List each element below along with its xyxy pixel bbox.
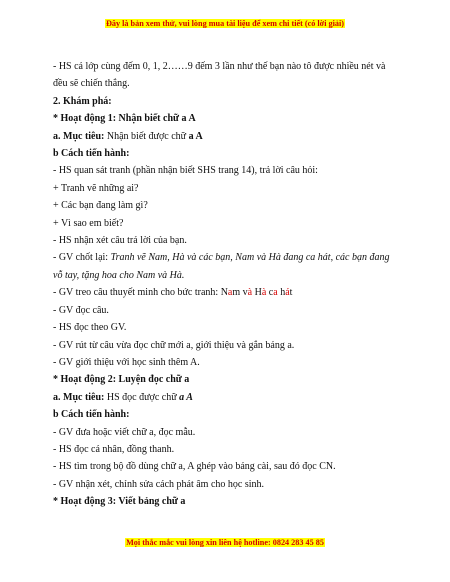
text-line: vỗ tay, tặng hoa cho Nam và Hà.	[53, 269, 185, 281]
text-line: - HS tìm trong bộ đồ dùng chữ a, A ghép vào bảng cài, sau đó đọc CN.	[53, 461, 336, 473]
objective-line	[53, 128, 423, 145]
preview-notice-banner	[0, 19, 450, 28]
text-line: - GV đưa hoặc viết chữ a, đọc mẫu.	[53, 426, 196, 438]
objective-letters: a A	[179, 391, 193, 403]
highlight-letter: à	[247, 287, 253, 299]
caption-part: h	[277, 287, 286, 299]
hotline-text: Mọi thắc mắc vui lòng xin liên hệ hotline: 0824 283 45 85	[126, 538, 324, 547]
section-heading: 2. Khám phá:	[53, 95, 112, 107]
text-line: + Tranh vẽ những ai?	[53, 182, 139, 194]
objective-line	[53, 389, 423, 406]
text-line: - HS đọc cá nhân, đồng thanh.	[53, 443, 175, 455]
conclusion-prefix: - GV chốt lại:	[53, 252, 111, 264]
text-line: + Các bạn đang làm gì?	[53, 200, 148, 212]
highlight-letter: a	[227, 287, 233, 299]
text-line: - GV rút từ câu vừa đọc chữ mới a, giới thiệu và gắn bảng a.	[53, 339, 295, 351]
procedure-heading: b Cách tiến hành:	[53, 409, 130, 421]
highlight-letter: á	[285, 287, 290, 299]
text-line: đều sẽ chiến thắng.	[53, 78, 130, 90]
text-line: - HS đọc theo GV.	[53, 322, 127, 334]
procedure-heading: b Cách tiến hành:	[53, 148, 130, 160]
text-line: - GV nhận xét, chỉnh sửa cách phát âm cho học sinh.	[53, 478, 265, 490]
activity-heading: * Hoạt động 3: Viết bảng chữ a	[53, 496, 186, 508]
activity-heading: * Hoạt động 2: Luyện đọc chữ a	[53, 374, 190, 386]
hotline-banner	[0, 538, 450, 547]
caption-part: H	[252, 287, 262, 299]
objective-text: Nhận biết được chữ	[104, 130, 189, 142]
activity-heading: * Hoạt động 1: Nhận biết chữ a A	[53, 113, 196, 125]
text-line: - HS quan sát tranh (phần nhận biết SHS trang 14), trả lời câu hỏi:	[53, 165, 318, 177]
caption-prefix: - GV treo câu thuyết minh cho bức tranh: N	[53, 287, 228, 299]
text-line: - HS nhận xét câu trả lời của bạn.	[53, 235, 187, 247]
highlight-letter: à	[261, 287, 267, 299]
conclusion-italic: Tranh vẽ Nam, Hà và các bạn, Nam và Hà đang ca hát, các bạn đang	[110, 252, 390, 264]
objective-label: a. Mục tiêu:	[53, 391, 105, 403]
document-body	[53, 58, 423, 511]
text-line: - GV giới thiệu với học sinh thêm A.	[53, 356, 200, 368]
text-line	[53, 249, 423, 266]
highlight-letter: a	[273, 287, 278, 299]
objective-letters: a A	[188, 130, 203, 142]
text-line: + Vì sao em biết?	[53, 217, 124, 229]
caption-part: c	[266, 287, 274, 299]
objective-label: a. Mục tiêu:	[53, 130, 105, 142]
text-line: - HS cả lớp cùng đếm 0, 1, 2……9 đếm 3 lần như thế bạn nào tô được nhiều nét và	[53, 61, 386, 72]
caption-part: t	[289, 287, 293, 299]
text-line: - GV đọc câu.	[53, 304, 109, 316]
caption-line	[53, 284, 423, 301]
caption-part: m v	[232, 287, 248, 299]
objective-text: HS đọc được chữ	[104, 391, 180, 403]
preview-notice-text: Đây là bản xem thử, vui lòng mua tài liệu để xem chi tiết (có lời giải)	[105, 19, 344, 28]
